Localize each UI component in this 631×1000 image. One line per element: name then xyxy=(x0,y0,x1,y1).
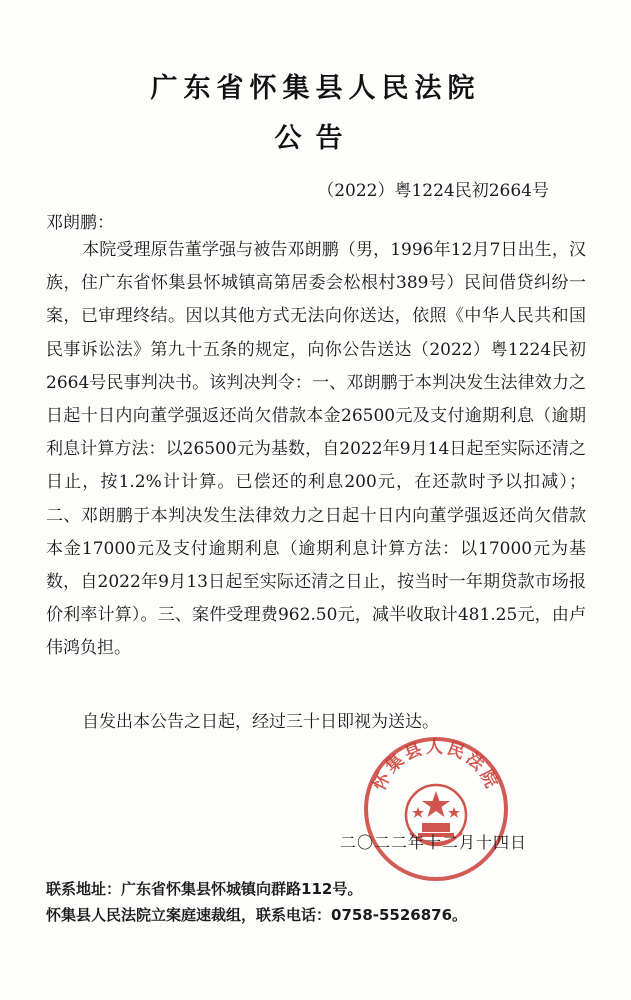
contact-phone: 怀集县人民法院立案庭速裁组，联系电话：0758-5526876。 xyxy=(46,906,468,924)
main-paragraph xyxy=(46,234,586,666)
court-name: 广东省怀集县人民法院 xyxy=(150,73,481,104)
issue-date: 二〇二二年十二月十四日 xyxy=(340,833,528,852)
case-number: （2022）粤1224民初2664号 xyxy=(317,181,549,201)
seal-text: 怀集县人民法院 xyxy=(369,737,503,794)
contact-address: 联系地址：广东省怀集县怀城镇向群路112号。 xyxy=(46,880,363,898)
notice-title: 公告 xyxy=(274,123,357,154)
court-seal xyxy=(360,733,512,885)
main-paragraph-text: 本院受理原告董学强与被告邓朗鹏（男，1996年12月7日出生，汉族，住广东省怀集县怀城镇高第居委会松根村389号）民间借贷纠纷一案，已审理终结。因以其他方式无法向你送达，依照《中华人民共和国民事诉讼法》第九十五条的规定，向你公告送达（2022）粤1224民初2664号民事判决书。该判决判令：一、邓朗鹏于本判决发生法律效力之日起十日内向董学强返还尚欠借款本金26500元及支付逾期利息（逾期利息计算方法：以26500元为基数，自2022年9月14日起至实际还清之日止，按1.2%计计算。已偿还的利息200元，在还款时予以扣减）；二、邓朗鹏于本判决发生法律效力之日起十日内向董学强返还尚欠借款本金17000元及支付逾期利息（逾期利息计算方法：以17000元为基数，自2022年9月13日起至实际还清之日止，按当时一年期贷款市场报价利率计算）。三、案件受理费962.50元，减半收取计481.25元，由卢伟鸿负担。 xyxy=(46,240,586,659)
service-paragraph-text: 自发出本公告之日起，经过三十日即视为送达。 xyxy=(82,712,439,732)
addressee: 邓朗鹏： xyxy=(46,213,114,233)
